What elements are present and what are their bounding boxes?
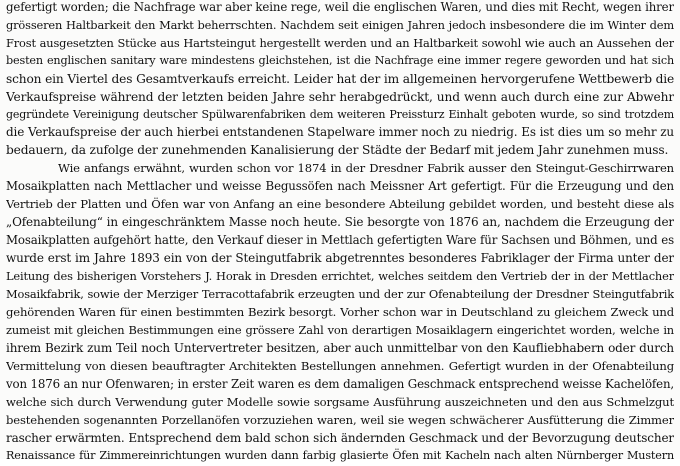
text-line: gehörenden Waren für einen bestimmten Bezirk besorgt. Vorher schon war in Deutschland zu gleichem Zweck und (6, 305, 674, 319)
text-line: Frost ausgesetzten Stücke aus Hartsteingut hergestellt werden und an Haltbarkeit sowohl wie auch an Aussehen der (6, 36, 674, 50)
text-line: Renaissance für Zimmereinrichtungen wurden dann farbig glasierte Öfen mit Kacheln nach alten Nürnberger Mustern (6, 449, 674, 462)
text-line: gegründete Vereinigung deutscher Spülwarenfabriken dem weiteren Preissturz Einhalt geboten wurde, so sind trotzdem (6, 108, 674, 121)
text-line: grösseren Haltbarkeit den Markt beherrschten. Nachdem seit einigen Jahren jedoch insbesondere die im Winter dem (6, 18, 674, 32)
text-line: bestehenden sogenannten Porzellanöfen vorzuziehen waren, weil sie wegen schwächerer Ausfütterung die Zimmer (6, 413, 674, 427)
text-line: Vermittelung von diesen beauftragter Architekten Bestellungen annehmen. Gefertigt wurden in der Ofenabteilung (6, 359, 674, 373)
text-line: gefertigt worden; die Nachfrage war aber keine rege, weil die englischen Waren, und dies mit Recht, wegen ihrer (6, 0, 674, 14)
text-line: welche sich durch Verwendung guter Modelle sowie sorgsame Ausführung auszeichneten und den aus Schmelzgut (6, 395, 674, 409)
text-line: die Verkaufspreise der auch hierbei entstandenen Stapelware immer noch zu niedrig. Es ist dies um so mehr zu (6, 125, 674, 139)
paragraph-first-line: Wie anfangs erwähnt, wurden schon vor 1874 in der Dresdner Fabrik ausser den Steingut-Geschirrwaren (58, 161, 674, 175)
text-line: von 1876 an nur Ofenwaren; in erster Zeit waren es dem damaligen Geschmack entsprechend weisse Kachelöfen, (6, 377, 674, 391)
text-line: schon ein Viertel des Gesamtverkaufs erreicht. Leider hat der im allgemeinen hervorgerufene Wettbewerb die (6, 72, 674, 86)
text-line: Mosaikplatten aufgehört hatte, den Verkauf dieser in Mettlach gefertigten Ware für Sachsen und Böhmen, und es (6, 233, 674, 247)
text-line: Verkaufspreise während der letzten beiden Jahre sehr herabgedrückt, und wenn auch durch eine zur Abwehr (6, 90, 674, 104)
text-line: Leitung des bisherigen Vorstehers J. Horak in Dresden errichtet, welches seitdem den Vertrieb der in der Mettlacher (6, 269, 674, 283)
text-line: zumeist mit gleichen Bestimmungen eine grössere Zahl von derartigen Mosaiklagern eingerichtet worden, welche in (6, 323, 674, 337)
text-line: wurde erst im Jahre 1893 ein von der Steingutfabrik abgetrenntes besonderes Fabriklager der Firma unter der (6, 251, 674, 265)
text-line: „Ofenabteilung“ in eingeschränktem Masse noch heute. Sie besorgte von 1876 an, nachdem die Erzeugung der (6, 215, 674, 229)
text-line: bedauern, da zufolge der zunehmenden Kanalisierung der Städte der Bedarf mit jedem Jahr zunehmen muss. (6, 143, 669, 157)
text-line: Mosaikplatten nach Mettlacher und weisse Begussöfen nach Meissner Art gefertigt. Für die Erzeugung und den (6, 179, 674, 193)
text-line: rascher erwärmten. Entsprechend dem bald schon sich ändernden Geschmack und der Bevorzugung deutscher (6, 431, 674, 445)
text-line: besten englischen sanitary ware mindestens gleichstehen, ist die Nachfrage eine immer regere geworden und hat sich (6, 54, 674, 67)
text-line: ihrem Bezirk zum Teil noch Untervertreter besitzen, aber auch unmittelbar von den Kaufliebhabern oder durch (6, 341, 674, 355)
text-line: Mosaikfabrik, sowie der Merziger Terracottafabrik erzeugten und der zur Ofenabteilung der Dresdner Steingutfabrik (6, 287, 674, 301)
text-line: Vertrieb der Platten und Öfen war von Anfang an eine besondere Abteilung gebildet worden, und besteht diese als (6, 197, 674, 211)
